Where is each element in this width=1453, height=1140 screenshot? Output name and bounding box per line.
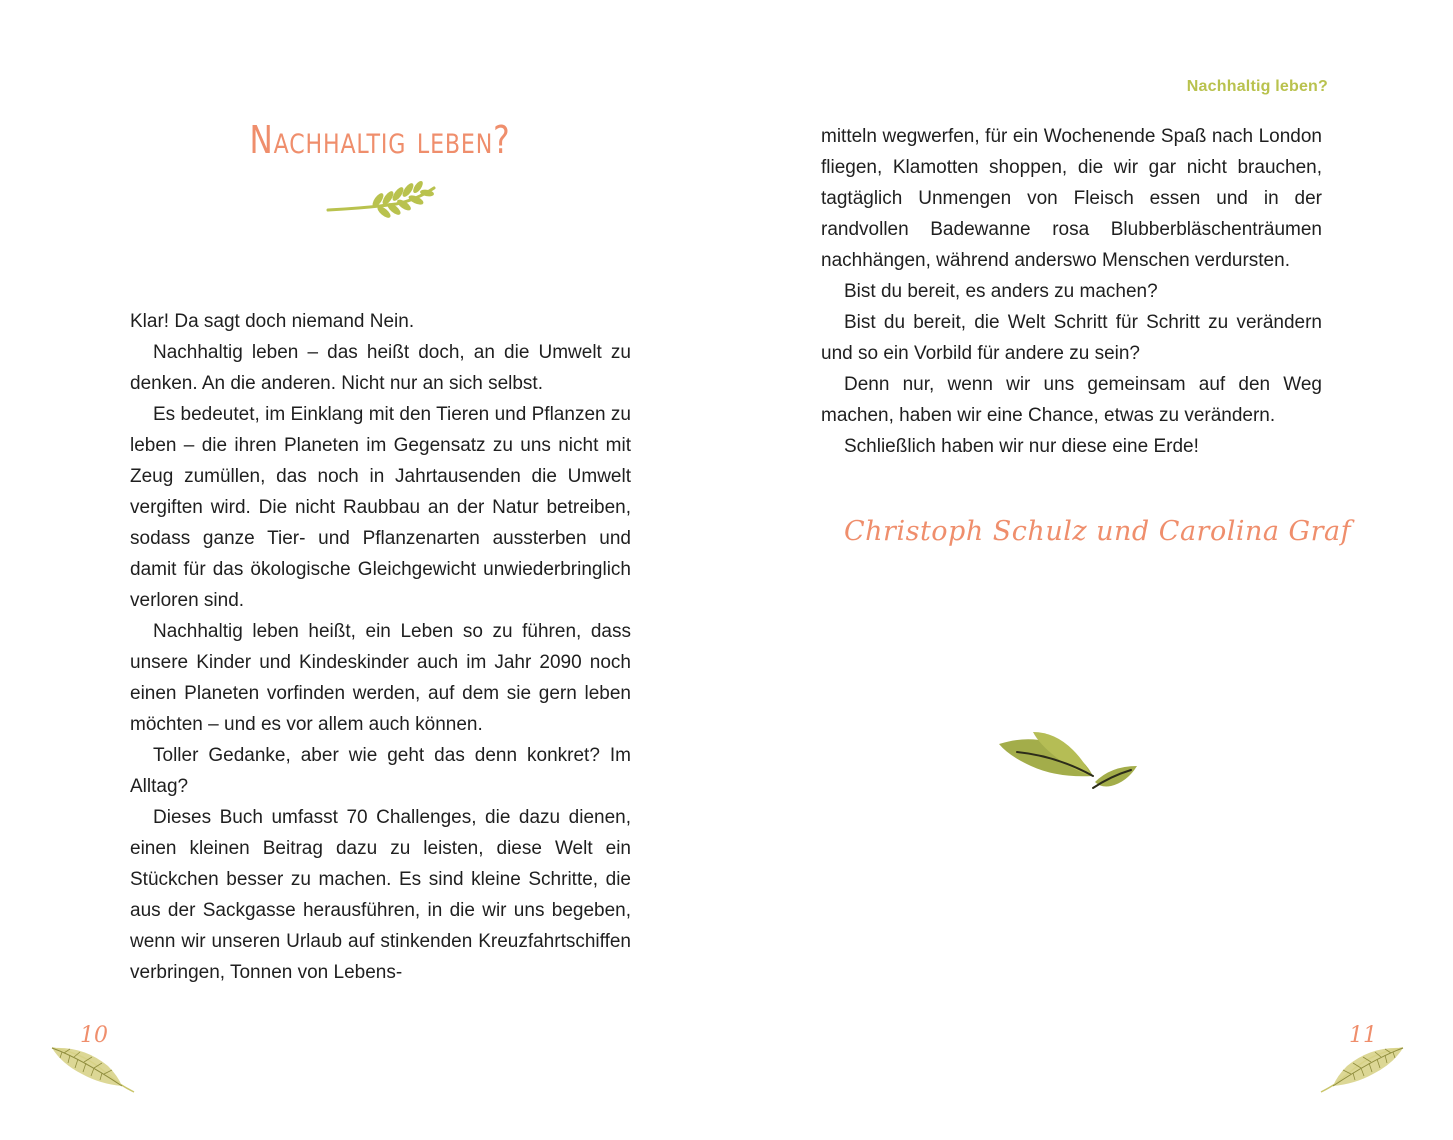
fern-leaf-icon xyxy=(1317,1044,1405,1096)
paragraph: Bist du bereit, es anders zu machen? xyxy=(844,281,1158,302)
paragraph: Klar! Da sagt doch niemand Nein. xyxy=(130,311,415,332)
paragraph: Es bedeutet, im Einklang mit den Tieren und Pflanzen zu leben – die ihren Planeten im Gegensatz zu uns nicht mit Zeug zumüllen, das noch in Jahrtausenden die Umwelt vergiften wird. Die nicht Raubbau an der Natur betreiben, sodass ganze Tier- und Pflanzenarten aussterben und damit für das ökologische Gleichgewicht unwiederbringlich verloren sind. xyxy=(130,404,631,611)
paragraph: Toller Gedanke, aber wie geht das denn konkret? Im Alltag? xyxy=(130,745,631,797)
paragraph: Nachhaltig leben – das heißt doch, an die Umwelt zu denken. An die anderen. Nicht nur an sich selbst. xyxy=(130,342,631,394)
paragraph: Bist du bereit, die Welt Schritt für Schritt zu verändern und so ein Vorbild für andere zu sein? xyxy=(821,312,1322,364)
running-head: Nachhaltig leben? xyxy=(1186,78,1328,95)
paragraph: mitteln wegwerfen, für ein Wochenende Spaß nach London fliegen, Klamotten shoppen, die wir gar nicht brauchen, tagtäglich Unmengen von Fleisch essen und in der randvollen Badewanne rosa Blubberbläschenträumen nachhängen, während anderswo Menschen verdursten. xyxy=(821,126,1322,271)
fern-leaf-icon xyxy=(50,1044,138,1096)
paragraph: Dieses Buch umfasst 70 Challenges, die dazu dienen, einen kleinen Beitrag dazu zu leisten, diese Welt ein Stückchen besser zu machen. Es sind kleine Schritte, die aus der Sackgasse herausführen, in die wir uns begeben, wenn wir unseren Urlaub auf stinkenden Kreuzfahrtschiffen verbringen, Tonnen von Lebens- xyxy=(130,807,631,983)
page-number: 11 xyxy=(1349,1023,1377,1048)
sprig-icon xyxy=(326,178,438,222)
paragraph: Denn nur, wenn wir uns gemeinsam auf den Weg machen, haben wir eine Chance, etwas zu verändern. xyxy=(821,374,1322,426)
body-text-left xyxy=(130,306,631,988)
leaves-icon xyxy=(997,726,1139,792)
author-signature: Christoph Schulz und Carolina Graf xyxy=(844,516,1352,547)
page-number: 10 xyxy=(80,1023,108,1048)
body-text-right xyxy=(821,121,1322,462)
chapter-title: Nachhaltig leben? xyxy=(249,118,511,162)
left-page xyxy=(0,0,726,1140)
right-page xyxy=(727,0,1453,1140)
paragraph: Schließlich haben wir nur diese eine Erde! xyxy=(844,436,1199,457)
paragraph: Nachhaltig leben heißt, ein Leben so zu führen, dass unsere Kinder und Kindeskinder auch im Jahr 2090 noch einen Planeten vorfinden werden, auf dem sie gern leben möchten – und es vor allem auch können. xyxy=(130,621,631,735)
